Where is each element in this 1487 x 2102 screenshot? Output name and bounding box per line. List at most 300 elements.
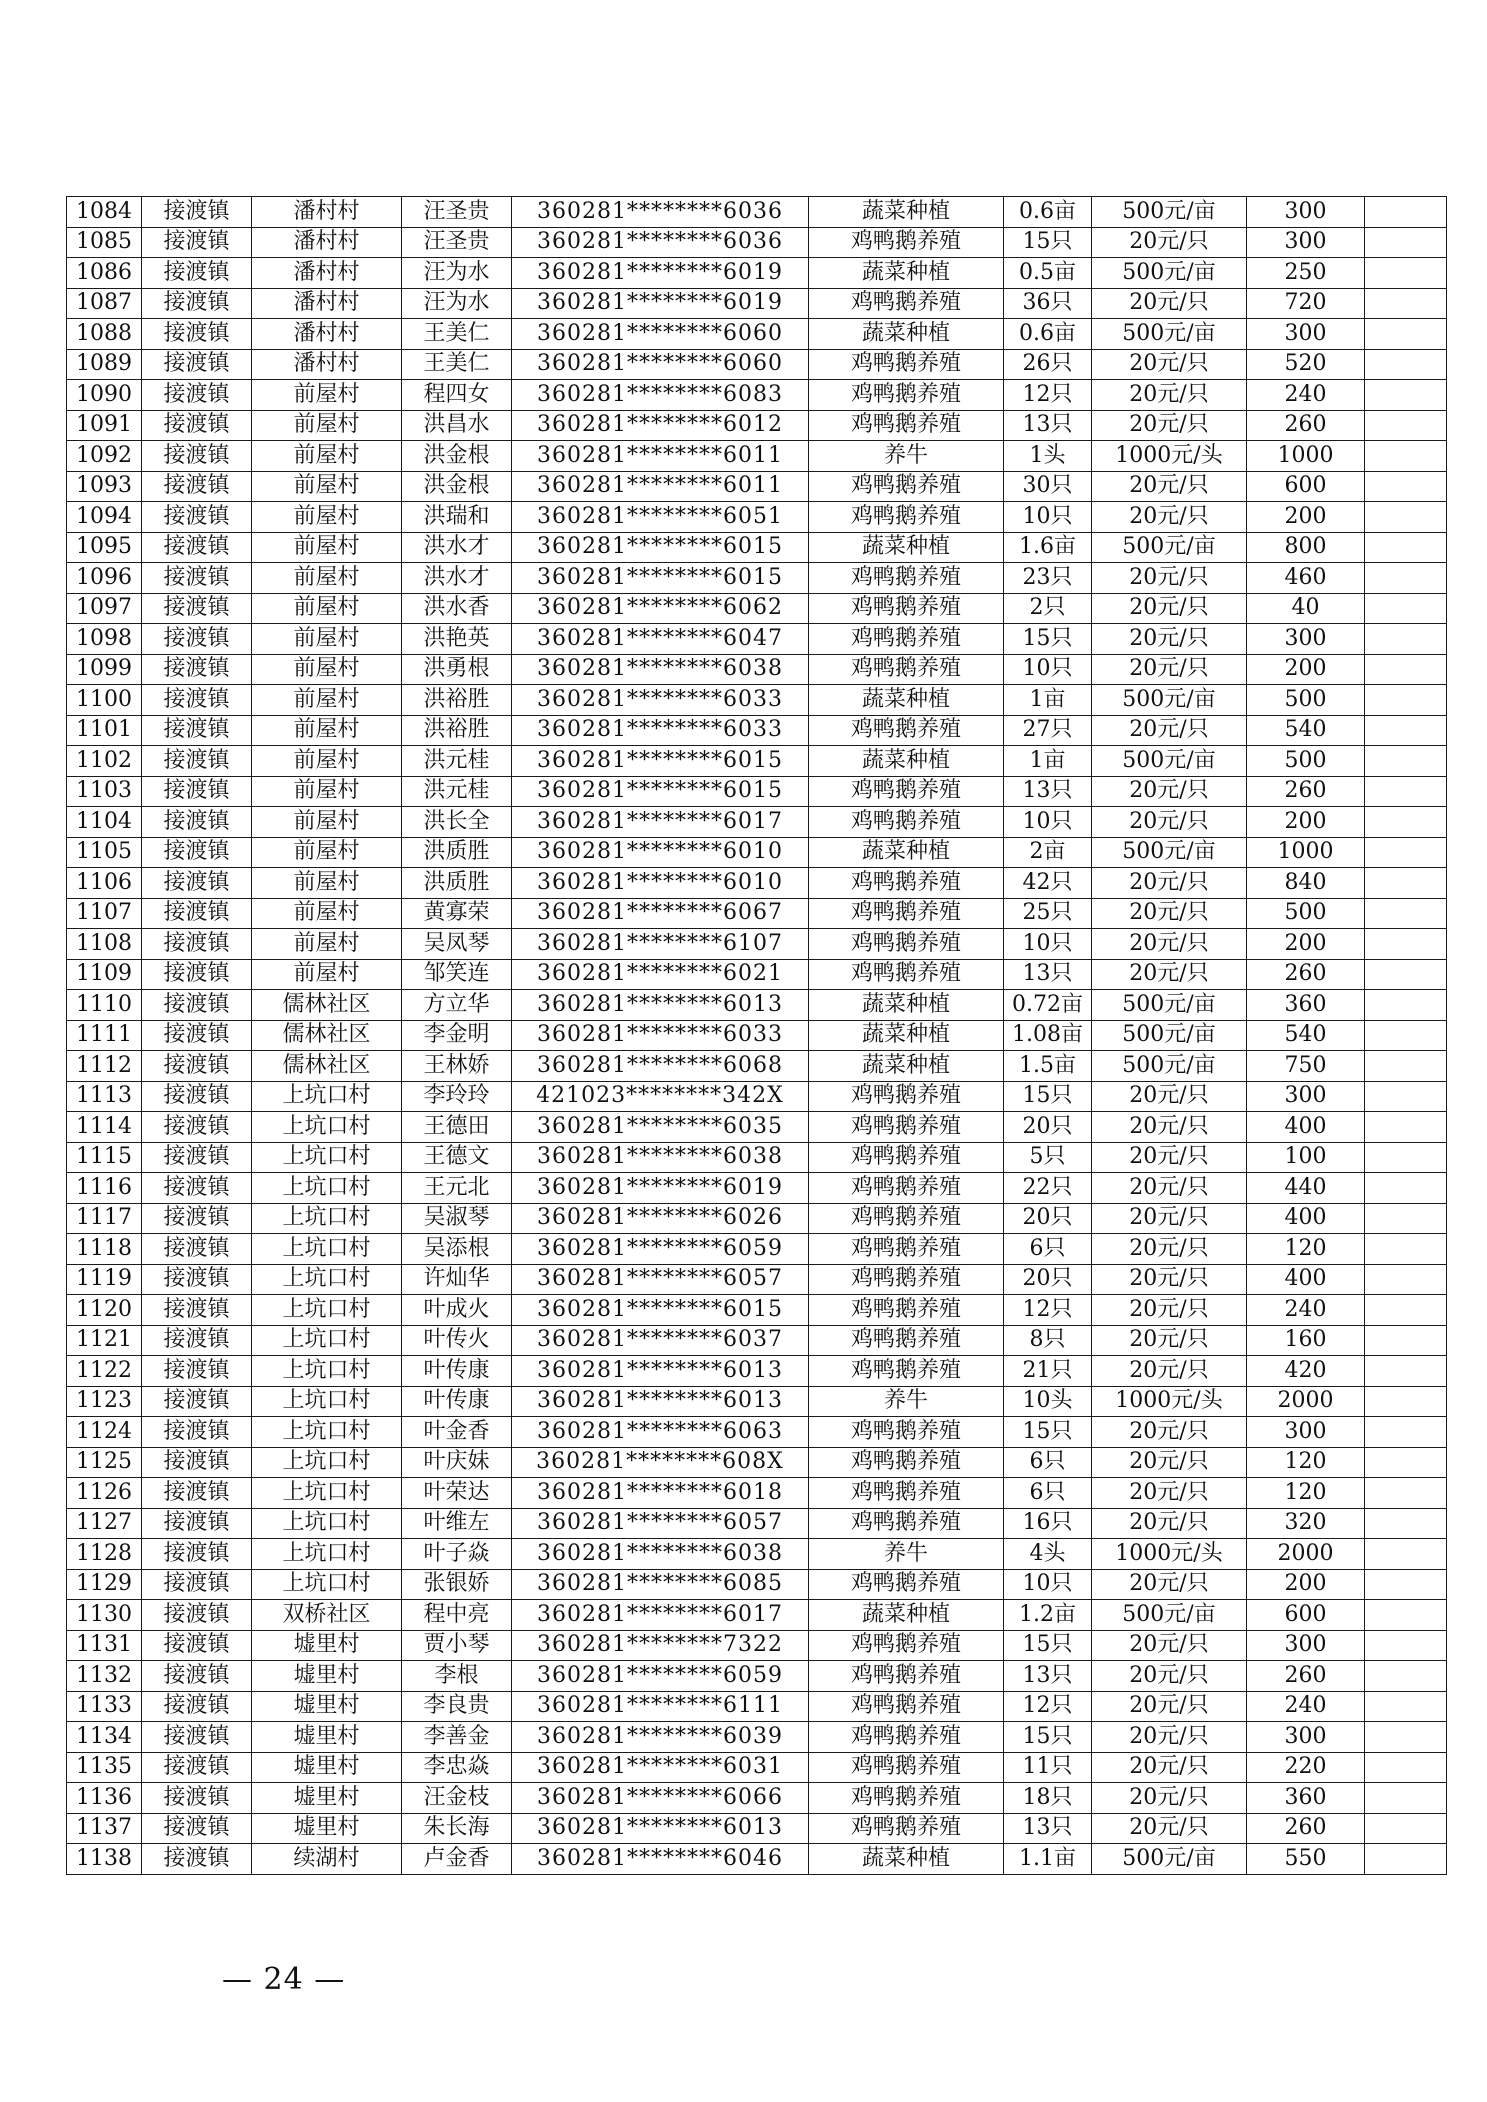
village-cell: 潘村村 (252, 197, 402, 228)
project-type-cell: 鸡鸭鹅养殖 (809, 1356, 1004, 1387)
standard-cell: 1000元/头 (1092, 441, 1247, 472)
standard-cell: 20元/只 (1092, 1630, 1247, 1661)
quantity-cell: 15只 (1004, 1081, 1092, 1112)
remark-cell (1365, 837, 1447, 868)
name-cell: 洪艳英 (402, 624, 512, 655)
village-cell: 上坑口村 (252, 1417, 402, 1448)
quantity-cell: 20只 (1004, 1203, 1092, 1234)
remark-cell (1365, 685, 1447, 716)
project-type-cell: 养牛 (809, 441, 1004, 472)
row-number: 1106 (67, 868, 142, 899)
remark-cell (1365, 319, 1447, 350)
town-cell: 接渡镇 (142, 624, 252, 655)
row-number: 1125 (67, 1447, 142, 1478)
project-type-cell: 鸡鸭鹅养殖 (809, 502, 1004, 533)
table-row (67, 685, 1447, 716)
id-number-cell: 360281********6026 (512, 1203, 809, 1234)
name-cell: 王林娇 (402, 1051, 512, 1082)
table-row (67, 1264, 1447, 1295)
id-number-cell: 360281********6019 (512, 258, 809, 289)
remark-cell (1365, 807, 1447, 838)
quantity-cell: 0.6亩 (1004, 319, 1092, 350)
town-cell: 接渡镇 (142, 227, 252, 258)
table-row (67, 1661, 1447, 1692)
amount-cell: 200 (1247, 807, 1365, 838)
table-row (67, 593, 1447, 624)
town-cell: 接渡镇 (142, 1722, 252, 1753)
remark-cell (1365, 1478, 1447, 1509)
table-row (67, 1539, 1447, 1570)
village-cell: 上坑口村 (252, 1386, 402, 1417)
amount-cell: 120 (1247, 1447, 1365, 1478)
name-cell: 洪勇根 (402, 654, 512, 685)
town-cell: 接渡镇 (142, 441, 252, 472)
table-row (67, 1356, 1447, 1387)
id-number-cell: 360281********6010 (512, 837, 809, 868)
quantity-cell: 36只 (1004, 288, 1092, 319)
table-row (67, 1020, 1447, 1051)
remark-cell (1365, 1752, 1447, 1783)
name-cell: 汪为水 (402, 288, 512, 319)
village-cell: 前屋村 (252, 624, 402, 655)
remark-cell (1365, 1600, 1447, 1631)
village-cell: 上坑口村 (252, 1478, 402, 1509)
row-number: 1102 (67, 746, 142, 777)
name-cell: 洪水香 (402, 593, 512, 624)
amount-cell: 360 (1247, 1783, 1365, 1814)
town-cell: 接渡镇 (142, 1447, 252, 1478)
quantity-cell: 0.6亩 (1004, 197, 1092, 228)
id-number-cell: 360281********6066 (512, 1783, 809, 1814)
row-number: 1084 (67, 197, 142, 228)
village-cell: 双桥社区 (252, 1600, 402, 1631)
town-cell: 接渡镇 (142, 380, 252, 411)
name-cell: 汪圣贵 (402, 197, 512, 228)
id-number-cell: 360281********6035 (512, 1112, 809, 1143)
amount-cell: 200 (1247, 929, 1365, 960)
amount-cell: 550 (1247, 1844, 1365, 1875)
amount-cell: 1000 (1247, 837, 1365, 868)
project-type-cell: 鸡鸭鹅养殖 (809, 563, 1004, 594)
remark-cell (1365, 1020, 1447, 1051)
town-cell: 接渡镇 (142, 990, 252, 1021)
town-cell: 接渡镇 (142, 1691, 252, 1722)
remark-cell (1365, 1051, 1447, 1082)
id-number-cell: 360281********6037 (512, 1325, 809, 1356)
town-cell: 接渡镇 (142, 1813, 252, 1844)
remark-cell (1365, 502, 1447, 533)
quantity-cell: 20只 (1004, 1264, 1092, 1295)
table-row (67, 654, 1447, 685)
village-cell: 上坑口村 (252, 1081, 402, 1112)
amount-cell: 520 (1247, 349, 1365, 380)
village-cell: 上坑口村 (252, 1203, 402, 1234)
standard-cell: 20元/只 (1092, 776, 1247, 807)
table-row (67, 624, 1447, 655)
id-number-cell: 360281********6111 (512, 1691, 809, 1722)
amount-cell: 200 (1247, 502, 1365, 533)
remark-cell (1365, 1325, 1447, 1356)
amount-cell: 40 (1247, 593, 1365, 624)
standard-cell: 500元/亩 (1092, 837, 1247, 868)
project-type-cell: 蔬菜种植 (809, 1844, 1004, 1875)
standard-cell: 20元/只 (1092, 1295, 1247, 1326)
id-number-cell: 360281********6059 (512, 1234, 809, 1265)
standard-cell: 500元/亩 (1092, 990, 1247, 1021)
row-number: 1096 (67, 563, 142, 594)
id-number-cell: 360281********6015 (512, 563, 809, 594)
name-cell: 李根 (402, 1661, 512, 1692)
id-number-cell: 360281********6068 (512, 1051, 809, 1082)
project-type-cell: 鸡鸭鹅养殖 (809, 1752, 1004, 1783)
remark-cell (1365, 1112, 1447, 1143)
town-cell: 接渡镇 (142, 1356, 252, 1387)
table-row (67, 1417, 1447, 1448)
village-cell: 墟里村 (252, 1783, 402, 1814)
name-cell: 邹笑连 (402, 959, 512, 990)
village-cell: 潘村村 (252, 288, 402, 319)
village-cell: 前屋村 (252, 563, 402, 594)
quantity-cell: 22只 (1004, 1173, 1092, 1204)
name-cell: 程四女 (402, 380, 512, 411)
id-number-cell: 360281********6060 (512, 319, 809, 350)
row-number: 1129 (67, 1569, 142, 1600)
id-number-cell: 360281********6013 (512, 1386, 809, 1417)
table-row (67, 990, 1447, 1021)
amount-cell: 360 (1247, 990, 1365, 1021)
quantity-cell: 42只 (1004, 868, 1092, 899)
standard-cell: 20元/只 (1092, 654, 1247, 685)
row-number: 1119 (67, 1264, 142, 1295)
amount-cell: 400 (1247, 1264, 1365, 1295)
amount-cell: 720 (1247, 288, 1365, 319)
id-number-cell: 360281********6018 (512, 1478, 809, 1509)
remark-cell (1365, 563, 1447, 594)
quantity-cell: 6只 (1004, 1447, 1092, 1478)
table-row (67, 1630, 1447, 1661)
table-row (67, 1722, 1447, 1753)
village-cell: 上坑口村 (252, 1356, 402, 1387)
row-number: 1094 (67, 502, 142, 533)
id-number-cell: 360281********6015 (512, 1295, 809, 1326)
standard-cell: 20元/只 (1092, 1478, 1247, 1509)
remark-cell (1365, 1081, 1447, 1112)
row-number: 1134 (67, 1722, 142, 1753)
name-cell: 洪质胜 (402, 868, 512, 899)
amount-cell: 540 (1247, 1020, 1365, 1051)
standard-cell: 20元/只 (1092, 502, 1247, 533)
quantity-cell: 1.08亩 (1004, 1020, 1092, 1051)
row-number: 1109 (67, 959, 142, 990)
row-number: 1115 (67, 1142, 142, 1173)
standard-cell: 500元/亩 (1092, 746, 1247, 777)
town-cell: 接渡镇 (142, 1020, 252, 1051)
town-cell: 接渡镇 (142, 898, 252, 929)
row-number: 1132 (67, 1661, 142, 1692)
row-number: 1130 (67, 1600, 142, 1631)
subsidy-table-sheet (66, 196, 1446, 1875)
id-number-cell: 360281********6015 (512, 746, 809, 777)
table-row (67, 929, 1447, 960)
id-number-cell: 360281********6017 (512, 807, 809, 838)
name-cell: 叶传火 (402, 1325, 512, 1356)
row-number: 1093 (67, 471, 142, 502)
remark-cell (1365, 349, 1447, 380)
row-number: 1122 (67, 1356, 142, 1387)
standard-cell: 20元/只 (1092, 1417, 1247, 1448)
name-cell: 方立华 (402, 990, 512, 1021)
row-number: 1098 (67, 624, 142, 655)
town-cell: 接渡镇 (142, 1844, 252, 1875)
remark-cell (1365, 1661, 1447, 1692)
town-cell: 接渡镇 (142, 654, 252, 685)
project-type-cell: 鸡鸭鹅养殖 (809, 1081, 1004, 1112)
project-type-cell: 鸡鸭鹅养殖 (809, 715, 1004, 746)
quantity-cell: 26只 (1004, 349, 1092, 380)
table-row (67, 1112, 1447, 1143)
town-cell: 接渡镇 (142, 685, 252, 716)
id-number-cell: 360281********6010 (512, 868, 809, 899)
table-row (67, 1234, 1447, 1265)
village-cell: 前屋村 (252, 685, 402, 716)
project-type-cell: 鸡鸭鹅养殖 (809, 410, 1004, 441)
amount-cell: 400 (1247, 1112, 1365, 1143)
amount-cell: 600 (1247, 471, 1365, 502)
standard-cell: 20元/只 (1092, 1173, 1247, 1204)
table-row (67, 1813, 1447, 1844)
id-number-cell: 360281********6085 (512, 1569, 809, 1600)
row-number: 1086 (67, 258, 142, 289)
amount-cell: 220 (1247, 1752, 1365, 1783)
village-cell: 前屋村 (252, 929, 402, 960)
project-type-cell: 鸡鸭鹅养殖 (809, 1142, 1004, 1173)
row-number: 1135 (67, 1752, 142, 1783)
table-row (67, 898, 1447, 929)
village-cell: 前屋村 (252, 776, 402, 807)
table-row (67, 1752, 1447, 1783)
name-cell: 王美仁 (402, 319, 512, 350)
remark-cell (1365, 1691, 1447, 1722)
id-number-cell: 421023********342X (512, 1081, 809, 1112)
name-cell: 洪金根 (402, 471, 512, 502)
project-type-cell: 鸡鸭鹅养殖 (809, 1173, 1004, 1204)
project-type-cell: 鸡鸭鹅养殖 (809, 898, 1004, 929)
table-body (67, 197, 1447, 1875)
project-type-cell: 蔬菜种植 (809, 532, 1004, 563)
remark-cell (1365, 868, 1447, 899)
id-number-cell: 360281********6013 (512, 1356, 809, 1387)
name-cell: 王德文 (402, 1142, 512, 1173)
amount-cell: 240 (1247, 1295, 1365, 1326)
name-cell: 汪圣贵 (402, 227, 512, 258)
standard-cell: 20元/只 (1092, 410, 1247, 441)
table-row (67, 1478, 1447, 1509)
village-cell: 墟里村 (252, 1630, 402, 1661)
remark-cell (1365, 959, 1447, 990)
table-row (67, 532, 1447, 563)
remark-cell (1365, 929, 1447, 960)
name-cell: 洪金根 (402, 441, 512, 472)
remark-cell (1365, 1203, 1447, 1234)
village-cell: 儒林社区 (252, 990, 402, 1021)
id-number-cell: 360281********6047 (512, 624, 809, 655)
town-cell: 接渡镇 (142, 1203, 252, 1234)
project-type-cell: 鸡鸭鹅养殖 (809, 807, 1004, 838)
remark-cell (1365, 1356, 1447, 1387)
amount-cell: 750 (1247, 1051, 1365, 1082)
quantity-cell: 10只 (1004, 807, 1092, 838)
row-number: 1113 (67, 1081, 142, 1112)
name-cell: 李玲玲 (402, 1081, 512, 1112)
project-type-cell: 鸡鸭鹅养殖 (809, 471, 1004, 502)
project-type-cell: 鸡鸭鹅养殖 (809, 1295, 1004, 1326)
table-row (67, 837, 1447, 868)
table-row (67, 1691, 1447, 1722)
standard-cell: 20元/只 (1092, 1447, 1247, 1478)
standard-cell: 20元/只 (1092, 1661, 1247, 1692)
name-cell: 吴凤琴 (402, 929, 512, 960)
project-type-cell: 蔬菜种植 (809, 837, 1004, 868)
village-cell: 上坑口村 (252, 1112, 402, 1143)
row-number: 1118 (67, 1234, 142, 1265)
town-cell: 接渡镇 (142, 1173, 252, 1204)
standard-cell: 20元/只 (1092, 593, 1247, 624)
name-cell: 李善金 (402, 1722, 512, 1753)
row-number: 1087 (67, 288, 142, 319)
name-cell: 叶传康 (402, 1356, 512, 1387)
name-cell: 洪元桂 (402, 776, 512, 807)
village-cell: 前屋村 (252, 746, 402, 777)
table-row (67, 197, 1447, 228)
name-cell: 李忠焱 (402, 1752, 512, 1783)
id-number-cell: 360281********6013 (512, 1813, 809, 1844)
standard-cell: 500元/亩 (1092, 1020, 1247, 1051)
village-cell: 续湖村 (252, 1844, 402, 1875)
table-row (67, 258, 1447, 289)
village-cell: 儒林社区 (252, 1051, 402, 1082)
project-type-cell: 鸡鸭鹅养殖 (809, 1661, 1004, 1692)
town-cell: 接渡镇 (142, 746, 252, 777)
remark-cell (1365, 1264, 1447, 1295)
id-number-cell: 360281********6033 (512, 685, 809, 716)
quantity-cell: 23只 (1004, 563, 1092, 594)
subsidy-table (66, 196, 1447, 1875)
village-cell: 墟里村 (252, 1813, 402, 1844)
standard-cell: 20元/只 (1092, 959, 1247, 990)
quantity-cell: 5只 (1004, 1142, 1092, 1173)
row-number: 1095 (67, 532, 142, 563)
remark-cell (1365, 1813, 1447, 1844)
town-cell: 接渡镇 (142, 868, 252, 899)
amount-cell: 300 (1247, 1630, 1365, 1661)
standard-cell: 20元/只 (1092, 807, 1247, 838)
row-number: 1120 (67, 1295, 142, 1326)
town-cell: 接渡镇 (142, 1508, 252, 1539)
town-cell: 接渡镇 (142, 1569, 252, 1600)
amount-cell: 600 (1247, 1600, 1365, 1631)
remark-cell (1365, 1630, 1447, 1661)
row-number: 1088 (67, 319, 142, 350)
quantity-cell: 21只 (1004, 1356, 1092, 1387)
project-type-cell: 鸡鸭鹅养殖 (809, 380, 1004, 411)
quantity-cell: 1.5亩 (1004, 1051, 1092, 1082)
row-number: 1100 (67, 685, 142, 716)
quantity-cell: 20只 (1004, 1112, 1092, 1143)
village-cell: 前屋村 (252, 502, 402, 533)
standard-cell: 20元/只 (1092, 715, 1247, 746)
row-number: 1092 (67, 441, 142, 472)
project-type-cell: 蔬菜种植 (809, 1020, 1004, 1051)
village-cell: 墟里村 (252, 1752, 402, 1783)
remark-cell (1365, 197, 1447, 228)
town-cell: 接渡镇 (142, 197, 252, 228)
project-type-cell: 蔬菜种植 (809, 258, 1004, 289)
village-cell: 前屋村 (252, 898, 402, 929)
id-number-cell: 360281********6019 (512, 288, 809, 319)
table-row (67, 1325, 1447, 1356)
standard-cell: 20元/只 (1092, 227, 1247, 258)
row-number: 1099 (67, 654, 142, 685)
row-number: 1116 (67, 1173, 142, 1204)
row-number: 1111 (67, 1020, 142, 1051)
quantity-cell: 10只 (1004, 929, 1092, 960)
standard-cell: 500元/亩 (1092, 1844, 1247, 1875)
amount-cell: 400 (1247, 1203, 1365, 1234)
project-type-cell: 鸡鸭鹅养殖 (809, 1417, 1004, 1448)
quantity-cell: 0.5亩 (1004, 258, 1092, 289)
standard-cell: 20元/只 (1092, 380, 1247, 411)
project-type-cell: 鸡鸭鹅养殖 (809, 288, 1004, 319)
project-type-cell: 鸡鸭鹅养殖 (809, 227, 1004, 258)
town-cell: 接渡镇 (142, 1264, 252, 1295)
id-number-cell: 360281********6019 (512, 1173, 809, 1204)
project-type-cell: 蔬菜种植 (809, 1051, 1004, 1082)
town-cell: 接渡镇 (142, 1081, 252, 1112)
id-number-cell: 360281********6012 (512, 410, 809, 441)
village-cell: 上坑口村 (252, 1142, 402, 1173)
remark-cell (1365, 258, 1447, 289)
quantity-cell: 8只 (1004, 1325, 1092, 1356)
name-cell: 叶金香 (402, 1417, 512, 1448)
standard-cell: 20元/只 (1092, 1234, 1247, 1265)
quantity-cell: 4头 (1004, 1539, 1092, 1570)
standard-cell: 20元/只 (1092, 349, 1247, 380)
amount-cell: 420 (1247, 1356, 1365, 1387)
name-cell: 程中亮 (402, 1600, 512, 1631)
table-row (67, 807, 1447, 838)
table-row (67, 1203, 1447, 1234)
quantity-cell: 16只 (1004, 1508, 1092, 1539)
project-type-cell: 鸡鸭鹅养殖 (809, 1264, 1004, 1295)
town-cell: 接渡镇 (142, 1661, 252, 1692)
quantity-cell: 13只 (1004, 959, 1092, 990)
name-cell: 叶传康 (402, 1386, 512, 1417)
id-number-cell: 360281********6017 (512, 1600, 809, 1631)
quantity-cell: 18只 (1004, 1783, 1092, 1814)
village-cell: 前屋村 (252, 441, 402, 472)
project-type-cell: 蔬菜种植 (809, 990, 1004, 1021)
table-row (67, 471, 1447, 502)
id-number-cell: 360281********6013 (512, 990, 809, 1021)
amount-cell: 300 (1247, 1417, 1365, 1448)
quantity-cell: 12只 (1004, 380, 1092, 411)
standard-cell: 500元/亩 (1092, 1600, 1247, 1631)
standard-cell: 20元/只 (1092, 1264, 1247, 1295)
amount-cell: 260 (1247, 410, 1365, 441)
name-cell: 朱长海 (402, 1813, 512, 1844)
village-cell: 上坑口村 (252, 1447, 402, 1478)
id-number-cell: 360281********6062 (512, 593, 809, 624)
